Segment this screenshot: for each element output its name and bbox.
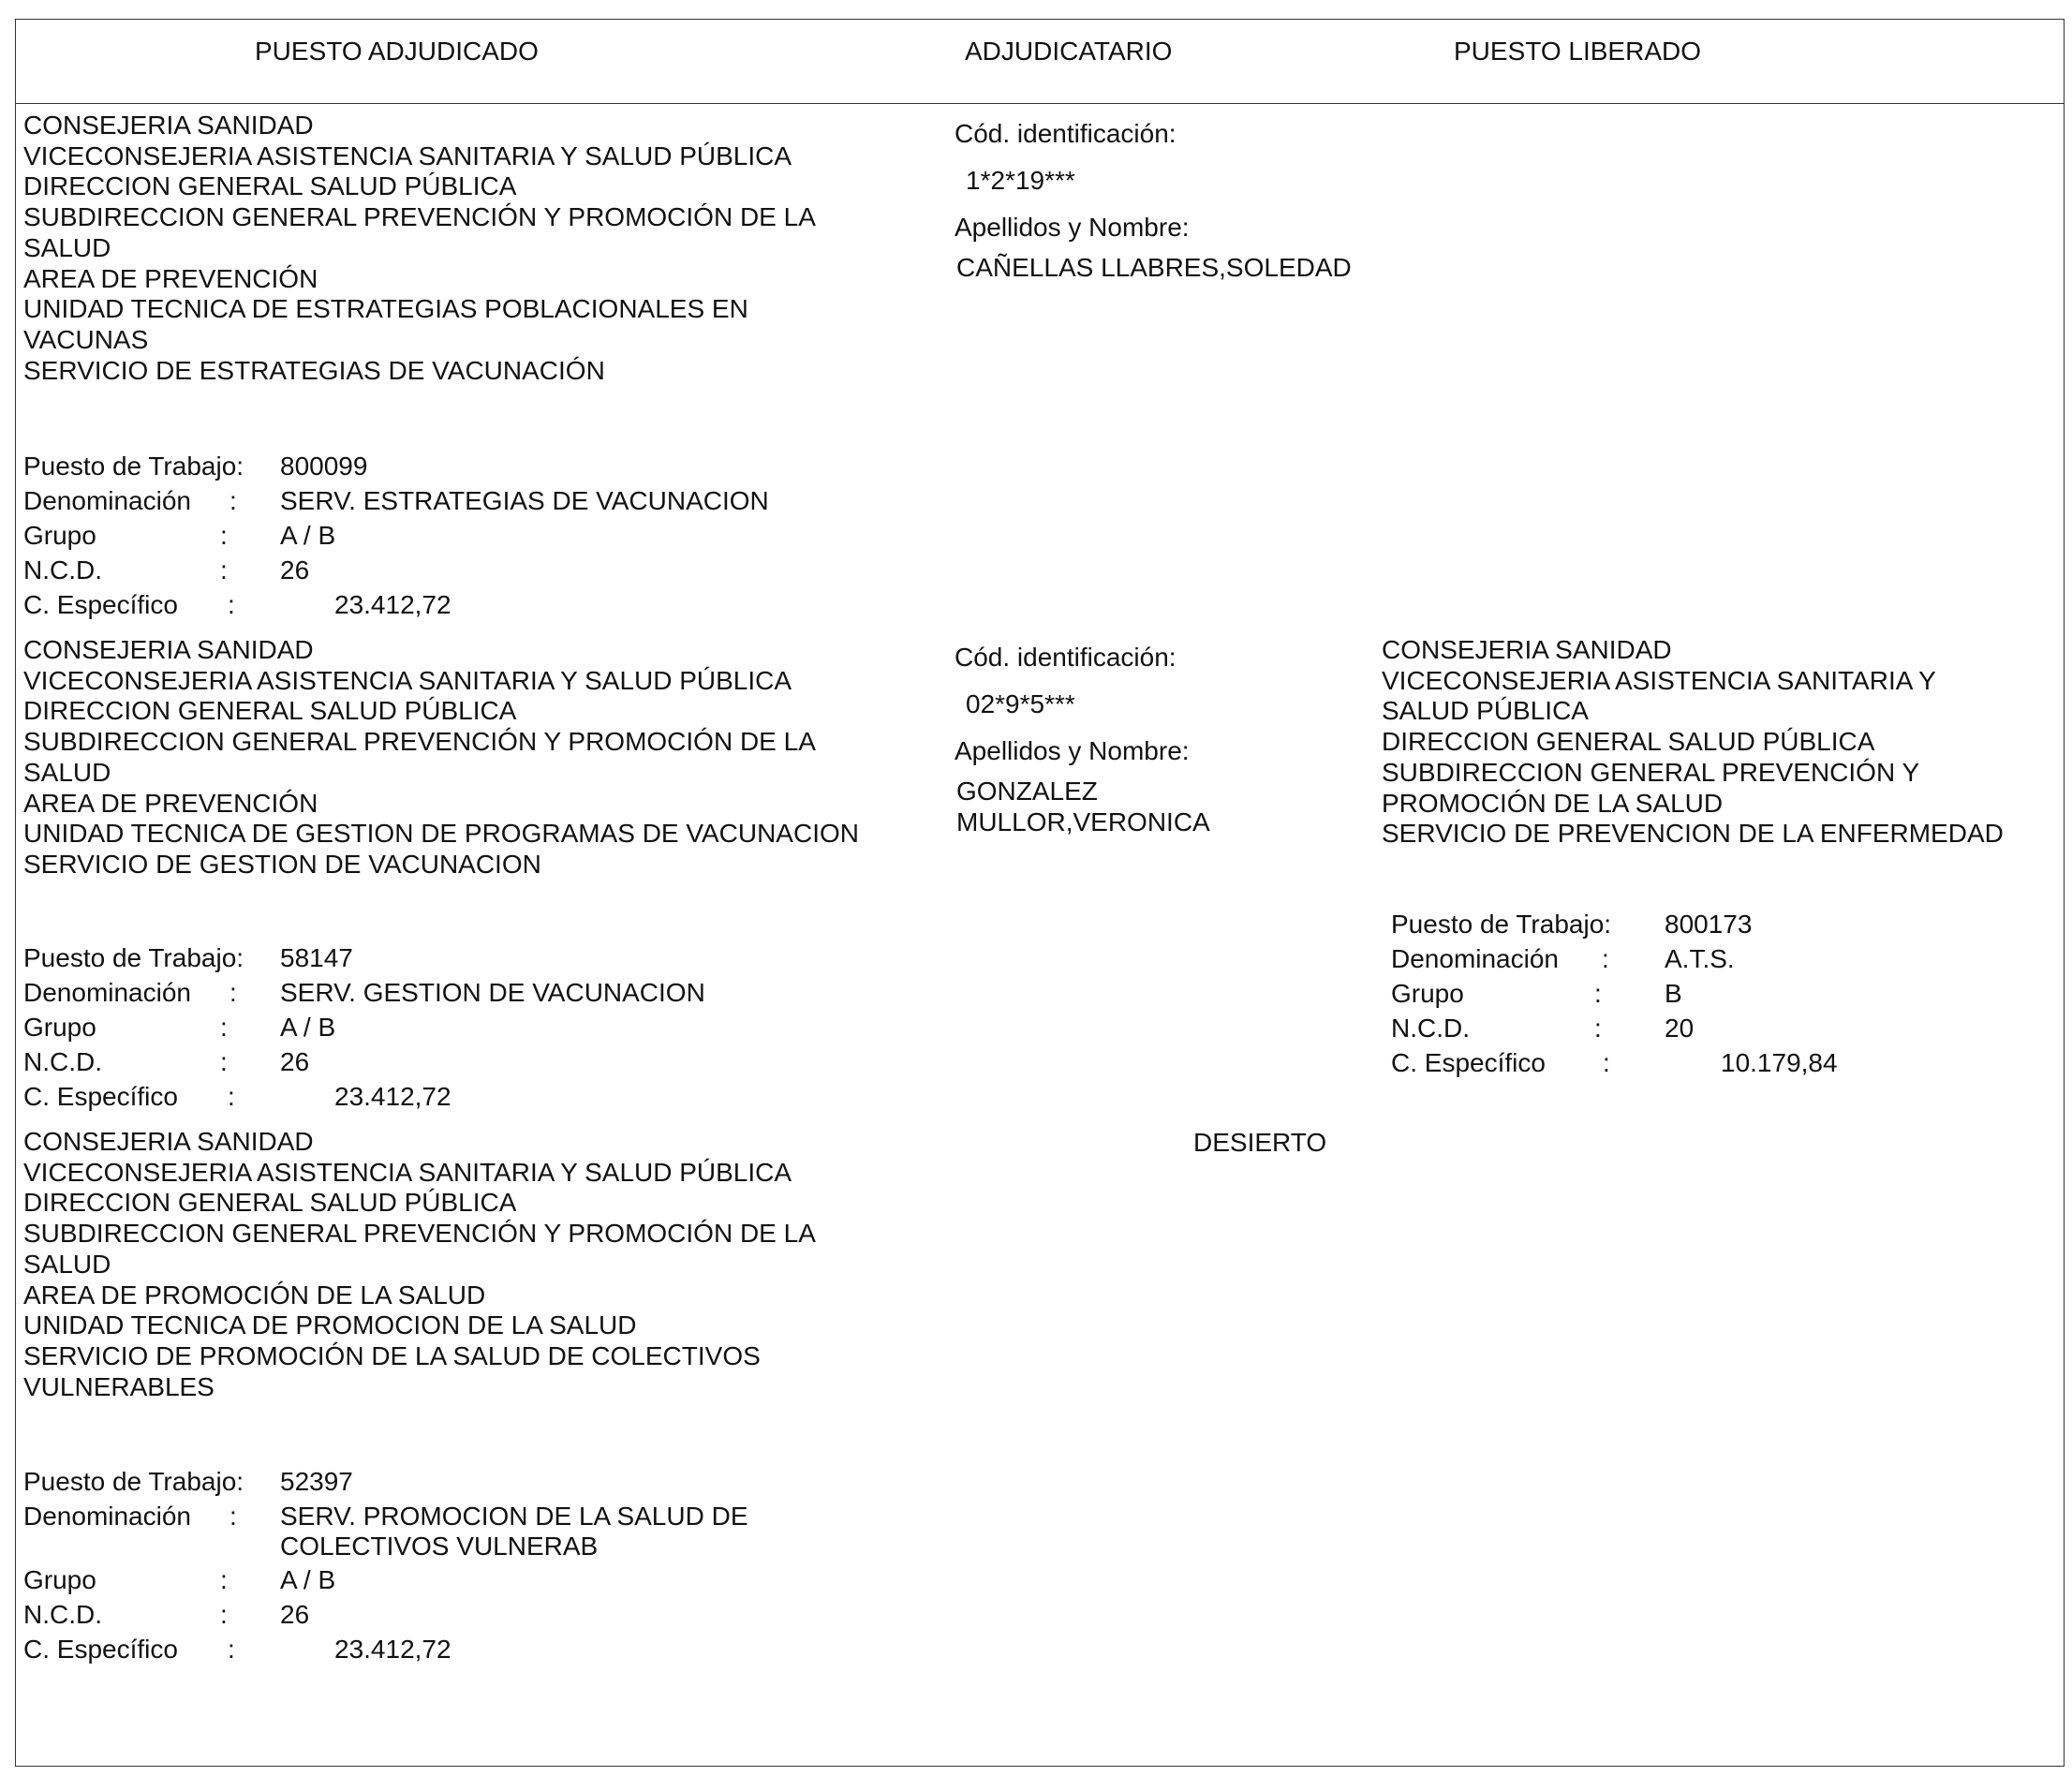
colon: :: [1594, 1014, 1602, 1043]
org-line: VICECONSEJERIA ASISTENCIA SANITARIA Y SALUD PÚBLICA: [23, 141, 792, 170]
field-puesto: [23, 1466, 866, 1501]
org-line: SUBDIRECCION GENERAL PREVENCIÓN Y PROMOCIÓN DE LA: [23, 727, 816, 757]
label-ncd: N.C.D.: [23, 1600, 102, 1629]
colon: :: [220, 1565, 228, 1594]
job-details: [23, 1466, 866, 1668]
status-desierto: DESIERTO: [1193, 1128, 1327, 1157]
field-especifico: [23, 1634, 866, 1668]
value-cod: 1*2*19***: [966, 166, 1075, 195]
value-denominacion: SERV. PROMOCION DE LA SALUD DE: [280, 1502, 748, 1531]
label-cod: Cód. identificación:: [955, 643, 1177, 672]
value-nombre: CAÑELLAS LLABRES,SOLEDAD: [956, 253, 1352, 282]
org-line: SERVICIO DE ESTRATEGIAS DE VACUNACIÓN: [23, 355, 605, 385]
org-line: CONSEJERIA SANIDAD: [1382, 635, 1672, 664]
field-ncd: [23, 555, 866, 589]
field-denominacion: [23, 977, 866, 1012]
label-especifico: C. Específico: [23, 1082, 178, 1111]
org-line: UNIDAD TECNICA DE ESTRATEGIAS POBLACIONALES EN: [23, 294, 748, 324]
org-line: DIRECCION GENERAL SALUD PÚBLICA: [23, 696, 517, 726]
value-especifico: 23.412,72: [334, 1635, 451, 1664]
value-especifico: 23.412,72: [334, 1082, 451, 1111]
colon: :: [1603, 1048, 1610, 1077]
value-puesto: 52397: [280, 1467, 353, 1496]
colon: :: [228, 1082, 235, 1111]
org-line: DIRECCION GENERAL SALUD PÚBLICA: [1382, 727, 1875, 757]
value-ncd: 20: [1665, 1014, 1695, 1043]
value-denominacion: A.T.S.: [1665, 944, 1735, 973]
org-line: SERVICIO DE PREVENCION DE LA ENFERMEDAD: [1382, 819, 2004, 849]
org-line: SERVICIO DE PROMOCIÓN DE LA SALUD DE COLECTIVOS: [23, 1340, 761, 1370]
org-line: AREA DE PREVENCIÓN: [23, 788, 318, 818]
field-denominacion: [23, 485, 866, 520]
job-details: [23, 942, 866, 1116]
value-denominacion: SERV. GESTION DE VACUNACION: [280, 978, 705, 1007]
job-details: [23, 451, 866, 624]
org-line: SUBDIRECCION GENERAL PREVENCIÓN Y PROMOCIÓN DE LA: [23, 1219, 816, 1249]
value-especifico: 23.412,72: [334, 590, 451, 619]
value-ncd: 26: [280, 1047, 310, 1076]
colon: :: [229, 486, 237, 515]
colon: :: [1602, 944, 1609, 973]
org-line: SUBDIRECCION GENERAL PREVENCIÓN Y: [1382, 757, 1920, 787]
field-especifico: [23, 1081, 866, 1116]
job-details-liberado: [1391, 909, 2047, 1082]
colon: :: [220, 521, 228, 550]
colon: :: [220, 1600, 228, 1629]
field-denominacion: [1391, 943, 2047, 978]
value-grupo: A / B: [280, 1565, 336, 1594]
value-puesto: 58147: [280, 943, 353, 972]
label-grupo: Grupo: [23, 1013, 96, 1042]
org-line: CONSEJERIA SANIDAD: [23, 111, 314, 140]
value-especifico: 10.179,84: [1721, 1048, 1838, 1077]
label-grupo: Grupo: [23, 521, 96, 550]
field-grupo: [23, 1012, 866, 1046]
label-denominacion: Denominación: [23, 978, 191, 1007]
value-ncd: 26: [280, 555, 310, 585]
colon: :: [228, 1635, 235, 1664]
field-ncd: [23, 1046, 866, 1081]
field-grupo: [1391, 978, 2047, 1013]
org-line: DIRECCION GENERAL SALUD PÚBLICA: [23, 1188, 517, 1218]
label-grupo: Grupo: [23, 1565, 96, 1594]
label-grupo: Grupo: [1391, 979, 1464, 1008]
org-line: VICECONSEJERIA ASISTENCIA SANITARIA Y SALUD PÚBLICA: [23, 665, 792, 695]
value-puesto: 800099: [280, 451, 368, 481]
label-nombre: Apellidos y Nombre:: [955, 213, 1190, 242]
org-line: UNIDAD TECNICA DE GESTION DE PROGRAMAS DE VACUNACION: [23, 819, 859, 849]
org-line: SUBDIRECCION GENERAL PREVENCIÓN Y PROMOCIÓN DE LA: [23, 202, 816, 232]
label-especifico: C. Específico: [23, 590, 178, 619]
label-ncd: N.C.D.: [23, 1047, 102, 1076]
value-nombre: GONZALEZ: [956, 777, 1098, 806]
value-denominacion: SERV. ESTRATEGIAS DE VACUNACION: [280, 486, 769, 515]
org-line: AREA DE PROMOCIÓN DE LA SALUD: [23, 1280, 486, 1310]
label-puesto: Puesto de Trabajo:: [23, 1467, 244, 1496]
label-especifico: C. Específico: [1391, 1048, 1546, 1077]
header-puesto-liberado: PUESTO LIBERADO: [1454, 37, 1702, 66]
label-nombre: Apellidos y Nombre:: [955, 736, 1190, 765]
org-line: VICECONSEJERIA ASISTENCIA SANITARIA Y SALUD PÚBLICA: [23, 1157, 792, 1187]
colon: :: [220, 1013, 228, 1042]
colon: :: [220, 1047, 228, 1076]
label-puesto: Puesto de Trabajo:: [23, 451, 244, 481]
value-puesto: 800173: [1665, 910, 1753, 939]
colon: :: [229, 978, 237, 1007]
field-puesto: [23, 451, 866, 485]
org-line: CONSEJERIA SANIDAD: [23, 1127, 314, 1156]
colon: :: [220, 555, 228, 585]
header-divider: [15, 103, 2065, 104]
org-line: DIRECCION GENERAL SALUD PÚBLICA: [23, 171, 517, 201]
field-puesto: [1391, 909, 2047, 943]
value-denominacion: COLECTIVOS VULNERAB: [280, 1532, 599, 1561]
org-line: SALUD: [23, 757, 111, 787]
org-line: VULNERABLES: [23, 1371, 215, 1401]
label-puesto: Puesto de Trabajo:: [23, 943, 244, 972]
header-adjudicatario: ADJUDICATARIO: [965, 37, 1173, 66]
label-denominacion: Denominación: [1391, 944, 1559, 973]
colon: :: [1594, 979, 1602, 1008]
label-ncd: N.C.D.: [23, 555, 102, 585]
org-line: VICECONSEJERIA ASISTENCIA SANITARIA Y: [1382, 665, 1936, 695]
field-ncd: [1391, 1013, 2047, 1047]
label-cod: Cód. identificación:: [955, 119, 1177, 148]
value-cod: 02*9*5***: [966, 689, 1075, 718]
value-grupo: B: [1665, 979, 1682, 1008]
field-grupo: [23, 520, 866, 555]
value-grupo: A / B: [280, 1013, 336, 1042]
org-line: SALUD: [23, 1249, 111, 1279]
value-ncd: 26: [280, 1600, 310, 1629]
org-line: CONSEJERIA SANIDAD: [23, 635, 314, 664]
org-line: UNIDAD TECNICA DE PROMOCION DE LA SALUD: [23, 1310, 637, 1340]
label-ncd: N.C.D.: [1391, 1014, 1470, 1043]
org-line: SERVICIO DE GESTION DE VACUNACION: [23, 849, 541, 879]
field-especifico: [23, 589, 866, 624]
org-line: VACUNAS: [23, 324, 149, 354]
colon: :: [229, 1502, 237, 1531]
org-line: PROMOCIÓN DE LA SALUD: [1382, 788, 1724, 818]
header-puesto-adjudicado: PUESTO ADJUDICADO: [255, 37, 539, 66]
org-line: SALUD PÚBLICA: [1382, 696, 1589, 726]
field-ncd: [23, 1599, 866, 1634]
label-especifico: C. Específico: [23, 1635, 178, 1664]
field-puesto: [23, 942, 866, 977]
org-line: AREA DE PREVENCIÓN: [23, 263, 318, 293]
field-grupo: [23, 1564, 866, 1599]
field-denominacion: [23, 1501, 866, 1564]
label-puesto: Puesto de Trabajo:: [1391, 910, 1612, 939]
label-denominacion: Denominación: [23, 486, 191, 515]
org-line: SALUD: [23, 232, 111, 262]
label-denominacion: Denominación: [23, 1502, 191, 1531]
field-especifico: [1391, 1047, 2047, 1082]
value-grupo: A / B: [280, 521, 336, 550]
colon: :: [228, 590, 235, 619]
value-nombre: MULLOR,VERONICA: [956, 807, 1210, 836]
